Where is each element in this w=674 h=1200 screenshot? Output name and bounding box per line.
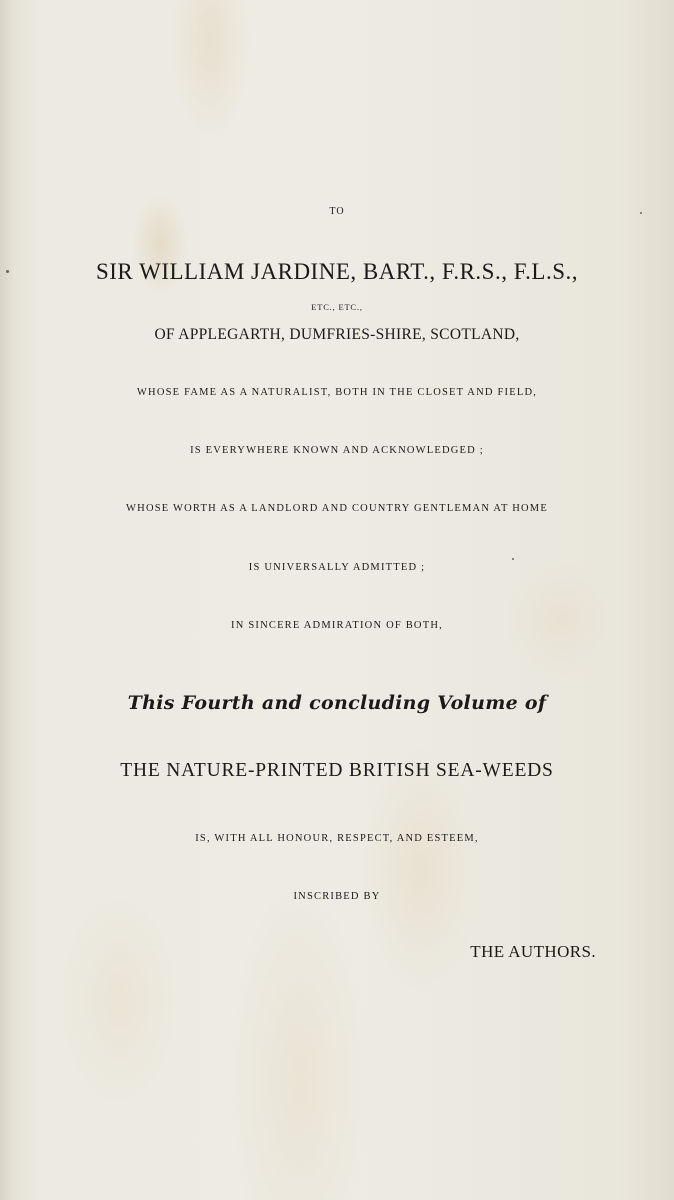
dedication-line-5: IN SINCERE ADMIRATION OF BOTH, bbox=[231, 620, 443, 631]
dedication-line-1: WHOSE FAME AS A NATURALIST, BOTH IN THE CLOSET AND FIELD, bbox=[136, 387, 538, 398]
dedication-line-4: IS UNIVERSALLY ADMITTED ; bbox=[248, 562, 426, 573]
dedicatee-name: SIR WILLIAM JARDINE, BART., F.R.S., F.L.S., bbox=[95, 259, 579, 284]
dedicatee-etc: ETC., ETC., bbox=[311, 302, 363, 312]
dedication-line-3: WHOSE WORTH AS A LANDLORD AND COUNTRY GENTLEMAN AT HOME bbox=[126, 503, 548, 514]
authors-signature: THE AUTHORS. bbox=[470, 942, 596, 961]
inscribed-by: INSCRIBED BY bbox=[293, 891, 381, 902]
page-speck bbox=[512, 558, 514, 560]
dedication-line-6: IS, WITH ALL HONOUR, RESPECT, AND ESTEEM, bbox=[195, 833, 479, 844]
book-title: THE NATURE-PRINTED BRITISH SEA-WEEDS bbox=[120, 760, 554, 781]
volume-line: This Fourth and concluding Volume of bbox=[127, 692, 547, 714]
dedication-line-2: IS EVERYWHERE KNOWN AND ACKNOWLEDGED ; bbox=[190, 445, 484, 456]
dedication-to: TO bbox=[329, 206, 345, 217]
dedicatee-place: OF APPLEGARTH, DUMFRIES-SHIRE, SCOTLAND, bbox=[154, 326, 520, 343]
